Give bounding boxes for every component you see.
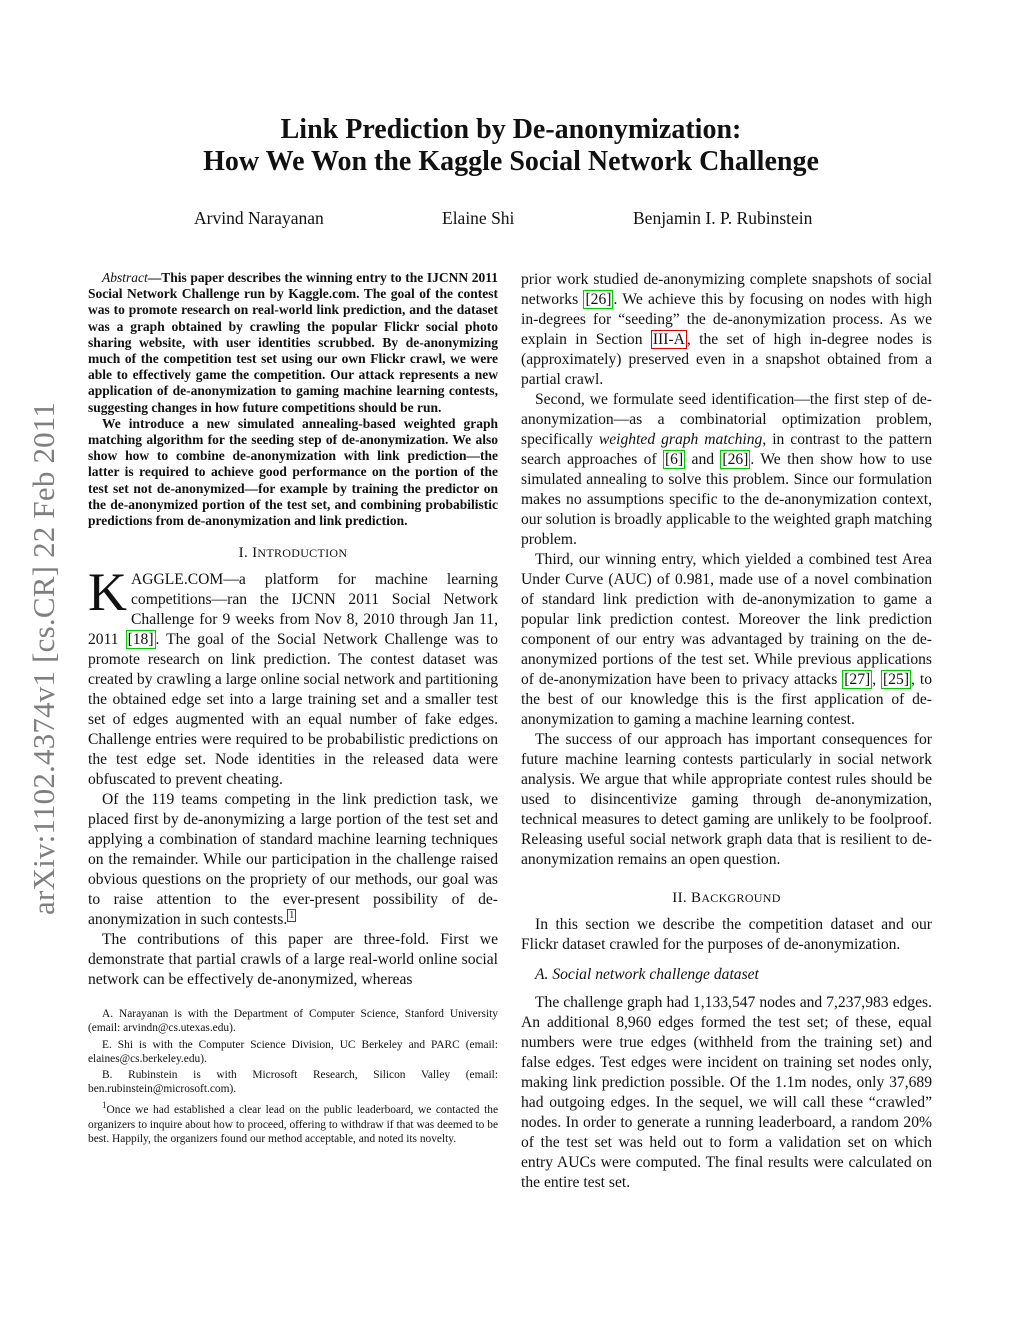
intro-paragraph-3: The contributions of this paper are three-fold. First we demonstrate that partial crawls of a large real-world online social network can be effectively de-anonymized, whereas [88,931,498,989]
introduction-body [88,562,498,990]
intro-paragraph-1: KAGGLE.COM—a platform for machine learning competitions—ran the IJCNN 2011 Social Network Challenge for 9 weeks from Nov 8, 2010 through Jan 11, 2011 [18] . The goal of the Social Network Challenge was to promote research on link prediction. The contest dataset was created by crawling a large online social network and partitioning the obtained edge set into a large training set and a smaller test set of edges augmented with an equal number of fake edges. Challenge entries were required to be probabilistic predictions on the test edge set. Node identities in the released data were obfuscated to prevent cheating. [88,562,498,789]
intro-paragraph-6: The success of our approach has important consequences for future machine learning contests particularly in social network analysis. We argue that while appropriate contest rules should be used to disincentivize gaming through de-anonymization, technical measures to detect gaming are unlikely to be foolproof. Releasing useful social network graph data that is resilient to de-anonymization remains an open question. [521,731,932,868]
footnote-link[interactable]: 1 [289,910,295,922]
abstract [88,270,498,529]
intro-paragraph-4: Second, we formulate seed identification—the first step of de-anonymization—as a combinatorial optimization problem, specifically weighted graph matching, in contrast to the pattern search approaches of [6] and [26] . We then show how to use simulated annealing to solve this problem. Since our formulation makes no assumptions specific to the de-anonymization context, our solution is broadly applicable to the weighted graph matching problem. [521,391,932,548]
section-heading-introduction: I. INTRODUCTION [238,545,348,562]
intro-paragraph-5: Third, our winning entry, which yielded a combined test Area Under Curve (AUC) of 0.981, made use of a novel combination of standard link prediction with de-anonymization to game a popular link prediction contest. Moreover the link prediction component of our entry was advantaged by training on the de-anonymized portions of the test set. While previous applications of de-anonymization have been to privacy attacks [27] , [25] , to the best of our knowledge this is the first application of de-anonymization to gaming a machine learning contest. [521,551,932,728]
abstract-paragraph-2: We introduce a new simulated annealing-based weighted graph matching algorithm for the seeding step of de-anonymization. We also show how to combine de-anonymization with link prediction—the latter is required to achieve good performance on the portion of the test set not de-anonymized—for example by training the predictor on the de-anonymized portion of the test set, and combining probabilistic predictions from de-anonymization and link prediction. [88,415,498,529]
citation-link[interactable]: [6] [664,451,684,468]
footnote-affiliation-1: A. Narayanan is with the Department of Computer Science, Stanford University (email: arvindn@cs.utexas.edu). [88,1008,498,1035]
introduction-continued [521,270,932,870]
citation-link[interactable]: [26] [585,291,612,308]
author-3: Benjamin I. P. Rubinstein [633,208,813,228]
intro-paragraph-3-continued: prior work studied de-anonymizing complete snapshots of social networks [26] . We achieve this by focusing on nodes with high in-degrees for “seeding” the de-anonymization process. As we explain in Section III-A , the set of high in-degree nodes is (approximately) preserved even in a snapshot obtained from a partial crawl. [521,271,932,388]
author-2: Elaine Shi [442,208,515,228]
abstract-paragraph-1: Abstract—This paper describes the winning entry to the IJCNN 2011 Social Network Challenge run by Kaggle.com. The goal of the contest was to promote research on real-world link prediction, and the dataset was a graph obtained by crawling the popular Flickr social photo sharing website, with user identities scrubbed. By de-anonymizing much of the competition test set using our own Flickr crawl, we were able to effectively game the competition. Our attack represents a new application of de-anonymization to gaming machine learning contests, suggesting changes in how future competitions should be run. [88,270,498,415]
title-line-1: Link Prediction by De-anonymization: [280,114,742,145]
section-heading-background: II. BACKGROUND [672,890,781,906]
background-body [521,915,932,1193]
subsection-heading: A. Social network challenge dataset [535,966,759,983]
citation-link[interactable]: [26] [722,451,749,468]
citation-link[interactable]: [25] [883,671,910,688]
footnotes [88,1007,498,1146]
footnote-affiliation-2: E. Shi is with the Computer Science Division, UC Berkeley and PARC (email: elaines@cs.berkeley.edu). [88,1038,498,1065]
author-list [88,208,934,232]
citation-link[interactable]: [18] [127,631,154,649]
right-column [521,270,932,1193]
section-reference-link[interactable]: III-A [652,331,685,348]
title-line-2: How We Won the Kaggle Social Network Challenge [203,146,819,177]
author-1: Arvind Narayanan [194,208,324,228]
footnote-affiliation-3: B. Rubinstein is with Microsoft Research, Silicon Valley (email: ben.rubinstein@microsoft.com). [88,1069,498,1096]
abstract-label: Abstract [102,270,148,285]
footnote-1: $^1$Once we had established a clear lead on the public leaderboard, we contacted the organizers to inquire about how to proceed, offering to withdraw if that was deemed to be best. Happily, the organizers found our method acceptable, and noted its novelty. [88,1100,498,1145]
arxiv-identifier: arXiv:1102.4374v1 [cs.CR] 22 Feb 2011 [26,401,61,915]
intro-paragraph-2: Of the 119 teams competing in the link prediction task, we placed first by de-anonymizing a large portion of the test set and applying a combination of standard machine learning techniques on the remainder. While our participation in the challenge raised obvious questions on the propriety of our methods, our goal was to raise attention to the ever-present possibility of de-anonymization in such contests. $^1$ [88,791,498,929]
background-paragraph-2: The challenge graph had 1,133,547 nodes and 7,237,983 edges. An additional 8,960 edges formed the test set; of these, equal numbers were true edges (withheld from the training set) and false edges. Test edges were incident on training set nodes only, making link prediction possible. Of the 1.1m nodes, only 37,689 had outgoing edges. In the sequel, we will call these “crawled” nodes. In order to generate a running leaderboard, a random 20% of the test set was held out to form a validation set on which entry AUCs were computed. The final results were calculated on the entire test set. [521,994,932,1191]
paper-title [88,114,934,178]
left-column [88,270,498,1148]
citation-link[interactable]: [27] [844,671,871,688]
drop-cap: K [88,562,127,623]
background-paragraph-1: In this section we describe the competition dataset and our Flickr dataset crawled for the purposes of de-anonymization. [521,916,932,953]
